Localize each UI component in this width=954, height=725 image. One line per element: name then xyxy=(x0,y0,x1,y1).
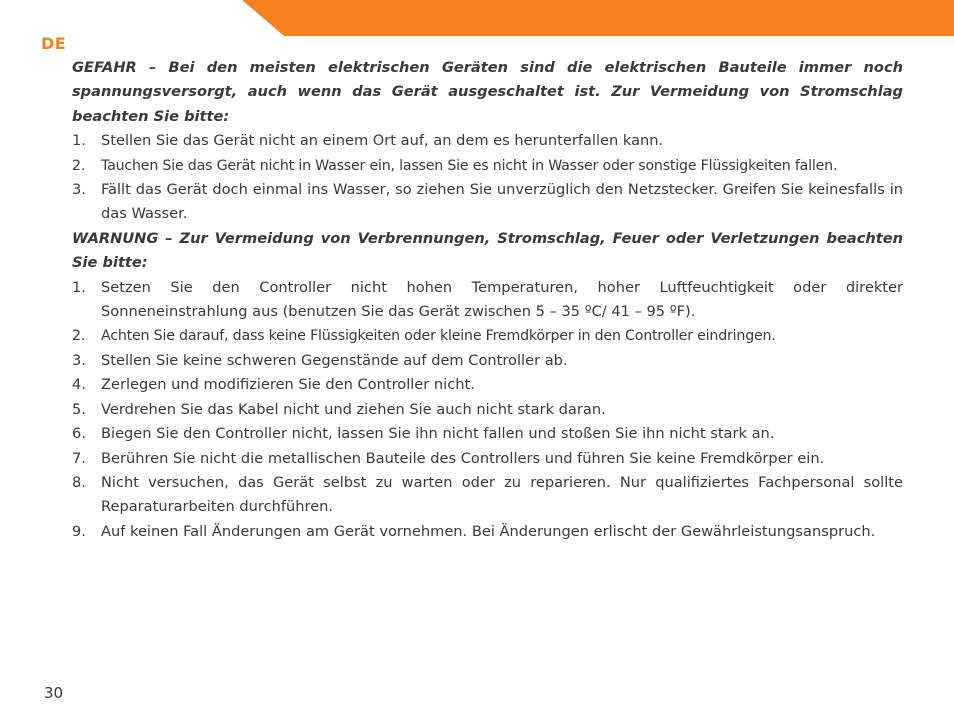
list-item xyxy=(72,154,903,178)
item-number: 4. xyxy=(72,376,86,394)
item-number: 7. xyxy=(72,449,86,467)
item-number: 8. xyxy=(72,473,86,491)
item-text: Fällt das Gerät doch einmal ins Wasser, so ziehen Sie unverzüglich den Netzstecker. Greifen Sie keinesfalls in das Wasser. xyxy=(101,181,903,223)
safety-instructions xyxy=(72,56,903,544)
page-number: 30 xyxy=(44,684,64,702)
list-item xyxy=(72,324,903,348)
item-number: 6. xyxy=(72,425,86,443)
list-item xyxy=(72,398,903,422)
item-text: Auf keinen Fall Änderungen am Gerät vornehmen. Bei Änderungen erlischt der Gewährleistungsanspruch. xyxy=(101,522,876,540)
item-text: Setzen Sie den Controller nicht hohen Temperaturen, hoher Luftfeuchtigkeit oder direkter Sonneneinstrahlung aus (benutzen Sie das Gerät zwischen 5 – 35 ºC/ 41 – 95 ºF). xyxy=(101,278,903,321)
list-item xyxy=(72,276,903,325)
list-item xyxy=(72,129,903,153)
item-text: Stellen Sie keine schweren Gegenstände auf dem Controller ab. xyxy=(101,351,568,369)
list-item xyxy=(72,373,903,397)
header-accent-tab xyxy=(242,0,954,36)
item-number: 5. xyxy=(72,400,86,418)
list-item xyxy=(72,520,903,544)
list-item xyxy=(72,471,903,520)
item-text: Stellen Sie das Gerät nicht an einem Ort auf, an dem es herunterfallen kann. xyxy=(101,132,664,150)
item-text: Berühren Sie nicht die metallischen Bauteile des Controllers und führen Sie keine Fremdkörper ein. xyxy=(101,449,825,467)
danger-heading: GEFAHR – Bei den meisten elektrischen Geräten sind die elektrischen Bauteile immer noch spannungsversorgt, auch wenn das Gerät ausgeschaltet ist. Zur Vermeidung von Stromschlag beachten Sie bitte: xyxy=(72,59,903,125)
item-text: Biegen Sie den Controller nicht, lassen Sie ihn nicht fallen und stoßen Sie ihn nicht stark an. xyxy=(101,425,775,443)
list-item xyxy=(72,447,903,471)
danger-list xyxy=(72,129,903,227)
language-label: DE xyxy=(41,34,67,53)
item-number: 9. xyxy=(72,522,86,540)
list-item xyxy=(72,349,903,373)
list-item xyxy=(72,422,903,446)
item-number: 1. xyxy=(72,132,86,150)
item-number: 2. xyxy=(72,157,86,174)
warning-heading: WARNUNG – Zur Vermeidung von Verbrennungen, Stromschlag, Feuer oder Verletzungen beachten Sie bitte: xyxy=(72,229,903,272)
list-item xyxy=(72,178,903,227)
item-number: 3. xyxy=(72,181,86,199)
item-number: 3. xyxy=(72,351,86,369)
item-text: Nicht versuchen, das Gerät selbst zu warten oder zu reparieren. Nur qualifiziertes Fachpersonal sollte Reparaturarbeiten durchführen. xyxy=(101,473,903,516)
item-text: Verdrehen Sie das Kabel nicht und ziehen Sie auch nicht stark daran. xyxy=(101,400,606,418)
warning-list xyxy=(72,276,903,544)
item-number: 2. xyxy=(72,328,86,345)
item-text: Tauchen Sie das Gerät nicht in Wasser ein, lassen Sie es nicht in Wasser oder sonstige Flüssigkeiten fallen. xyxy=(101,157,838,174)
item-text: Zerlegen und modifizieren Sie den Controller nicht. xyxy=(101,376,475,394)
item-number: 1. xyxy=(72,278,86,296)
item-text: Achten Sie darauf, dass keine Flüssigkeiten oder kleine Fremdkörper in den Controller eindringen. xyxy=(101,328,776,345)
